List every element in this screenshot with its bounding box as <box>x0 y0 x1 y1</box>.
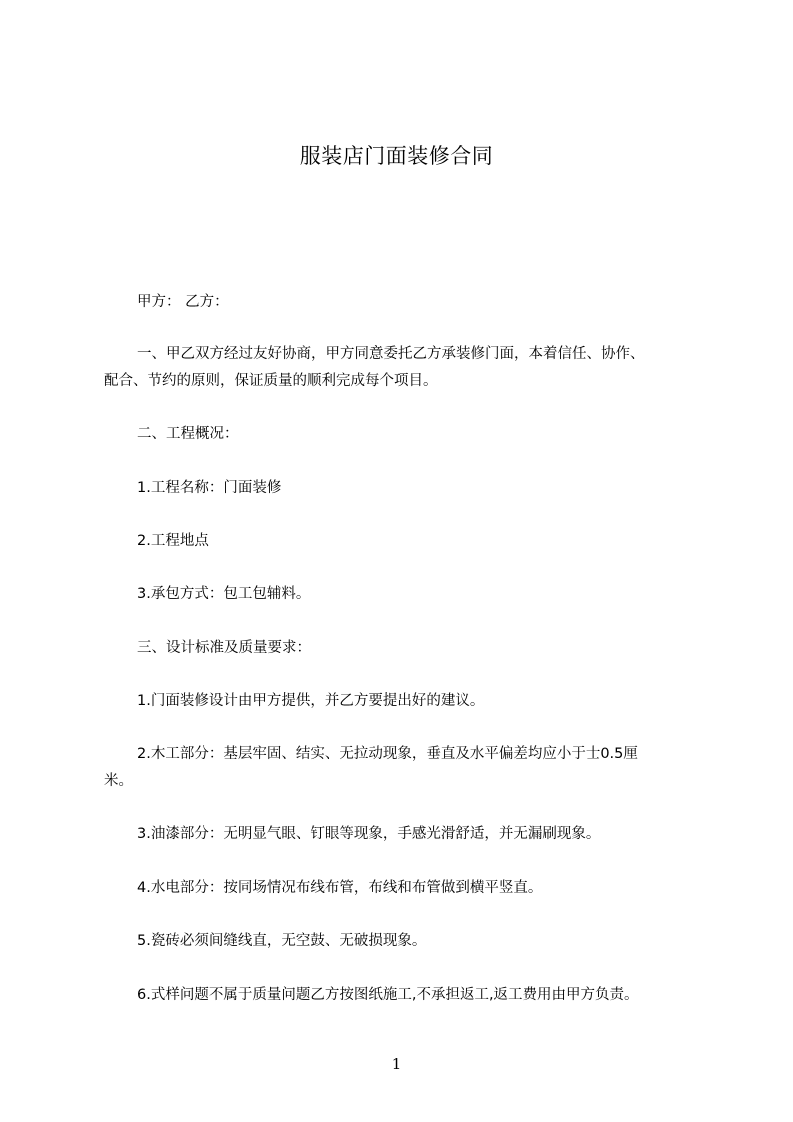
paragraph-1-line-1 <box>104 341 704 367</box>
paragraph-text: 3.承包方式：包工包辅料。 <box>137 586 311 602</box>
paragraph-text: 3.油漆部分：无明显气眼、钉眼等现象，手感光滑舒适，并无漏刷现象。 <box>137 826 601 842</box>
paragraph-text: 4.水电部分：按同场情况布线布管，布线和布管做到横平竖直。 <box>137 880 543 896</box>
parties-text: 甲方： 乙方： <box>137 294 229 310</box>
standards-item-3 <box>104 821 704 847</box>
paragraph-text: 米。 <box>104 773 133 789</box>
paragraph-text: 5.瓷砖必须间缝线直，无空鼓、无破损现象。 <box>137 933 427 949</box>
standards-item-2-line-2 <box>104 768 704 794</box>
paragraph-text: 6.式样问题不属于质量问题乙方按图纸施工,不承担返工,返工费用由甲方负责。 <box>137 987 639 1003</box>
paragraph-1-line-2 <box>104 368 704 394</box>
document-title: 服装店门面装修合同 <box>299 144 494 168</box>
paragraph-text: 二、工程概况： <box>137 426 239 442</box>
standards-item-5 <box>104 928 704 954</box>
overview-item-2 <box>104 528 704 554</box>
paragraph-text: 一、甲乙双方经过友好协商，甲方同意委托乙方承装修门面，本着信任、协作、 <box>137 346 645 362</box>
parties-line <box>104 289 704 315</box>
section-heading-standards <box>104 635 704 661</box>
paragraph-text: 2.木工部分：基层牢固、结实、无拉动现象，垂直及水平偏差均应小于士0.5厘 <box>137 746 638 762</box>
page-number: 1 <box>391 1055 402 1073</box>
paragraph-text: 1.工程名称：门面装修 <box>137 480 282 496</box>
section-heading-overview <box>104 421 704 447</box>
standards-item-2-line-1 <box>104 741 704 767</box>
paragraph-text: 1.门面装修设计由甲方提供，并乙方要提出好的建议。 <box>137 693 485 709</box>
paragraph-text: 2.工程地点 <box>137 533 209 549</box>
overview-item-1 <box>104 475 704 501</box>
paragraph-text: 三、设计标准及质量要求： <box>137 640 311 656</box>
standards-item-4 <box>104 875 704 901</box>
standards-item-6 <box>104 982 704 1008</box>
paragraph-text: 配合、节约的原则，保证质量的顺利完成每个项目。 <box>104 373 438 389</box>
overview-item-3 <box>104 581 704 607</box>
standards-item-1 <box>104 688 704 714</box>
